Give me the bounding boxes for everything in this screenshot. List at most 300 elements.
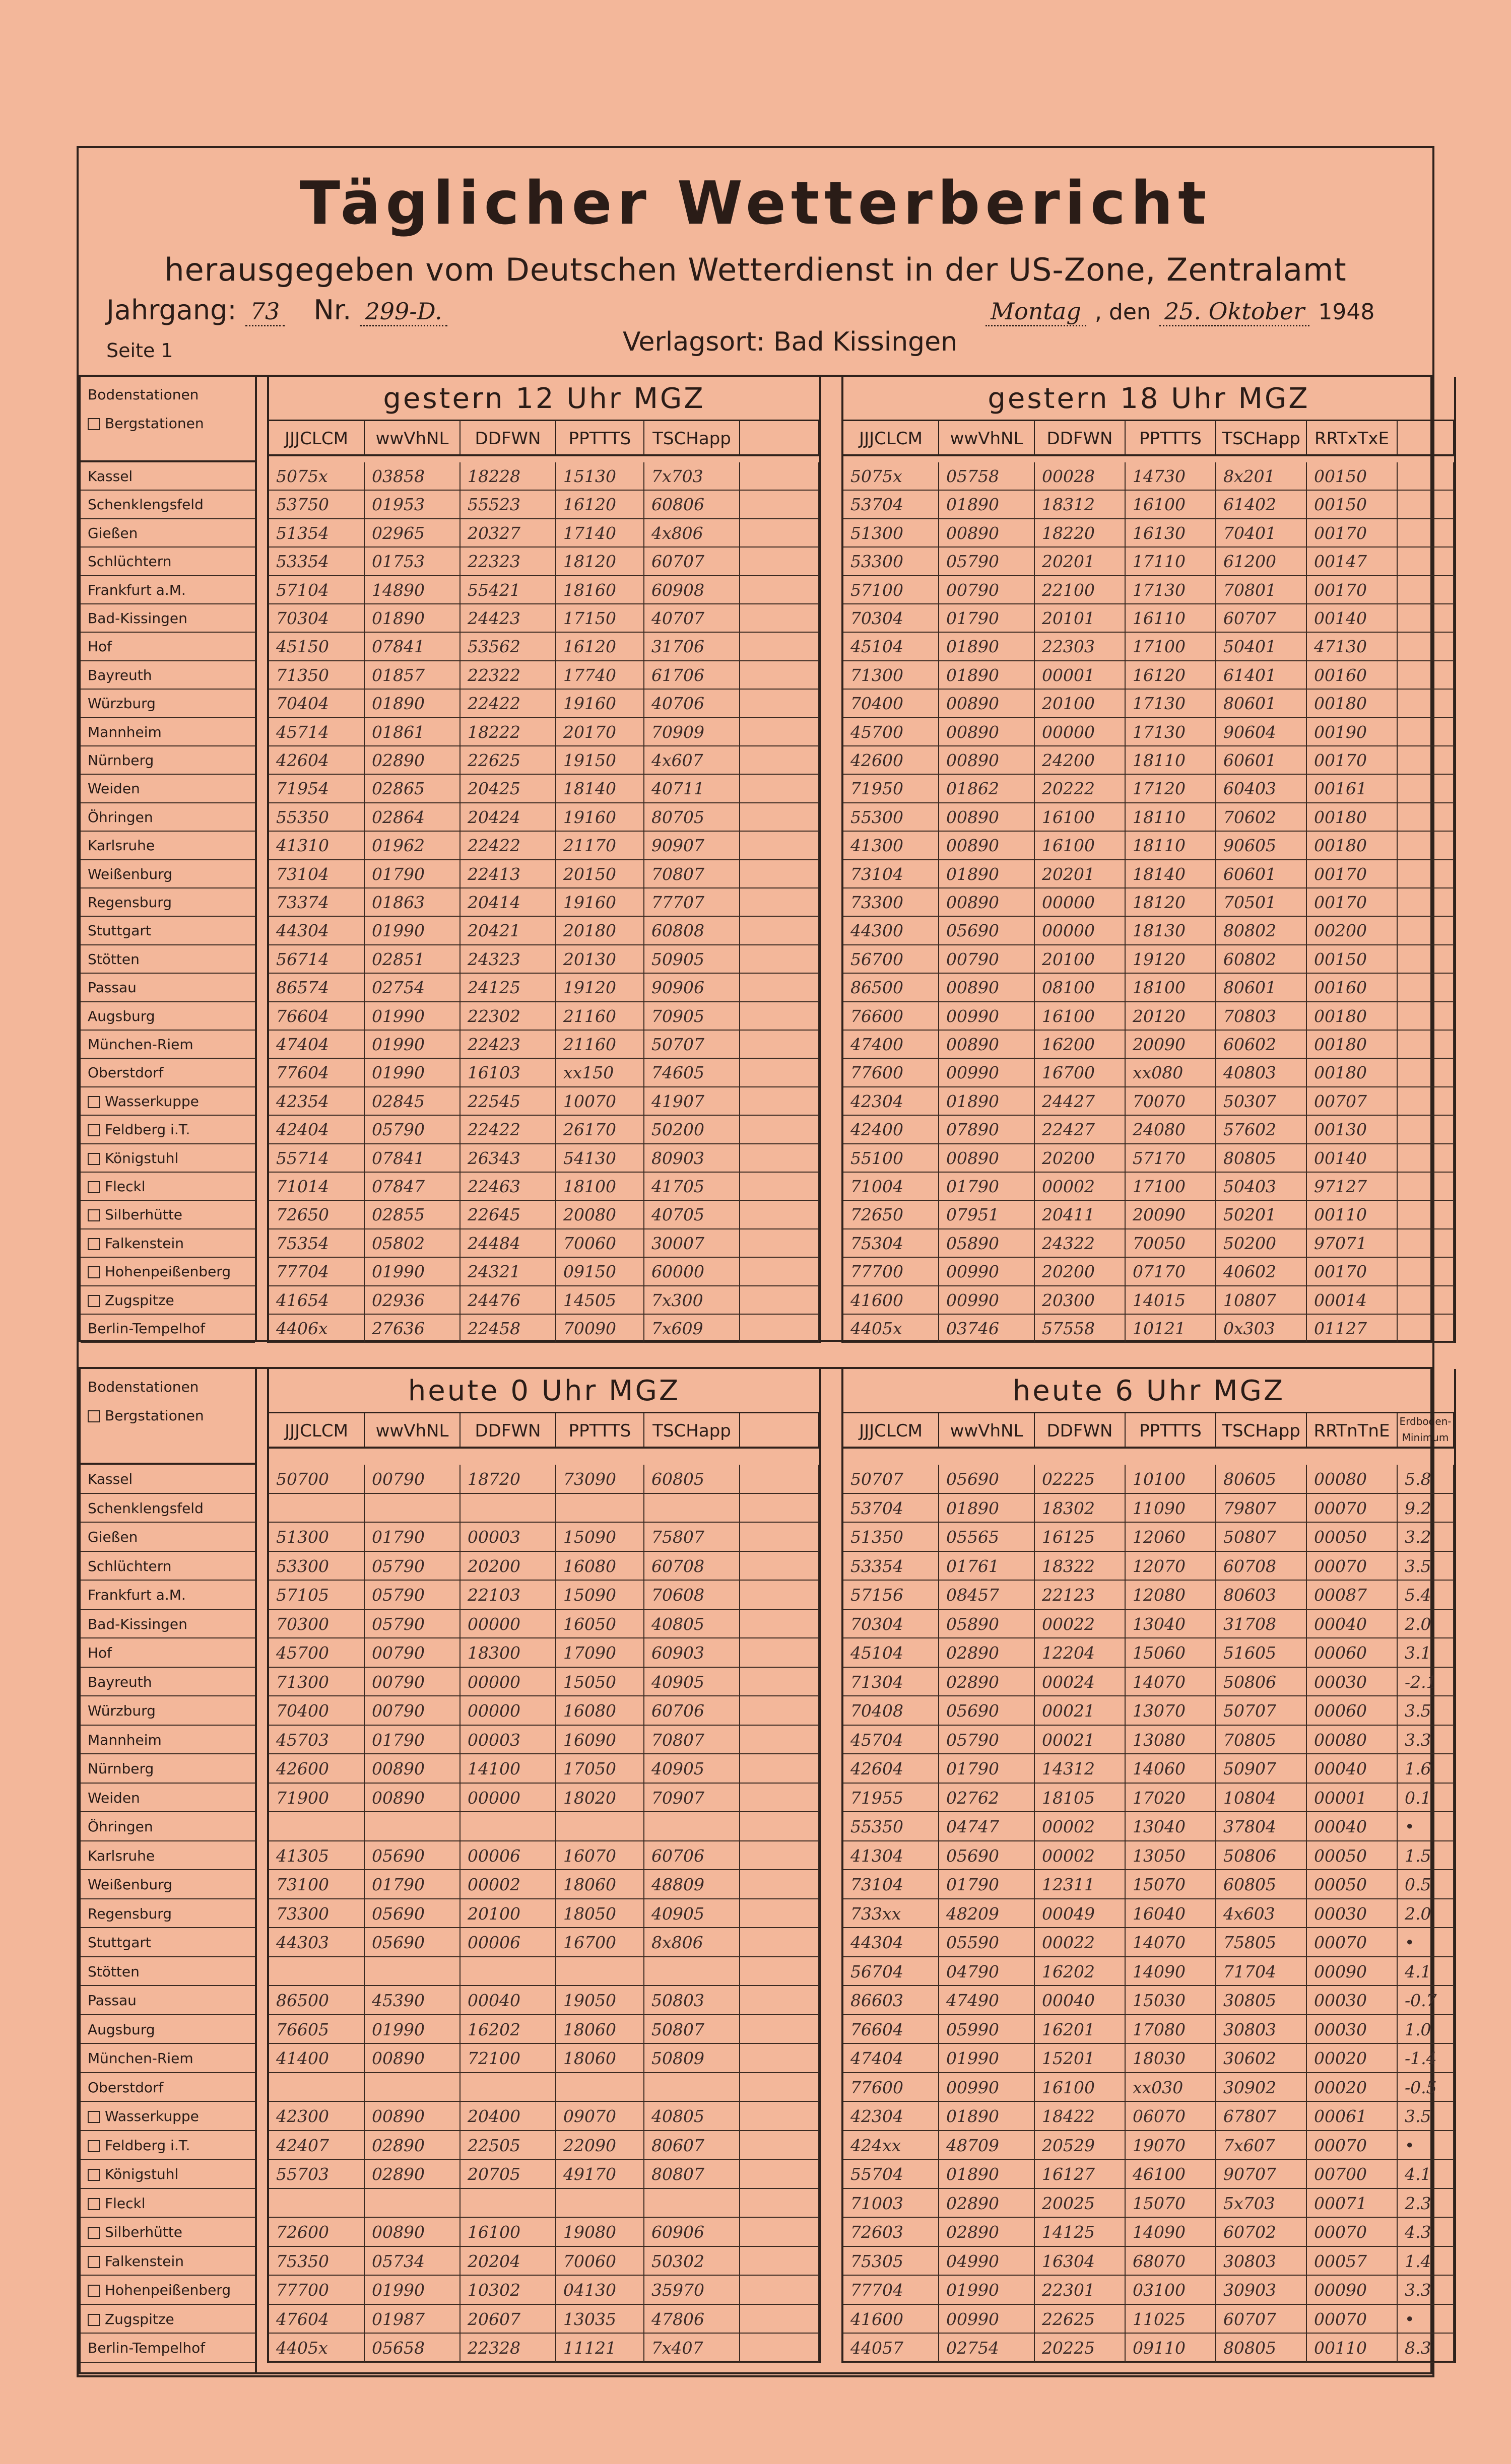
observation-cell: 10804 — [1216, 1784, 1307, 1813]
observation-cell: 00060 — [1307, 1638, 1398, 1668]
observation-cell: 24323 — [461, 945, 556, 974]
station-name: Frankfurt a.M. — [88, 1587, 186, 1603]
observation-cell: 75805 — [1216, 1928, 1307, 1957]
observation-cell: 01990 — [365, 1031, 461, 1059]
observation-cell: 00110 — [1307, 2334, 1398, 2363]
observation-cell: 50403 — [1216, 1173, 1307, 1201]
observation-cell: 00890 — [939, 1031, 1035, 1059]
observation-cell: 01862 — [939, 775, 1035, 803]
observation-cell: 00790 — [939, 576, 1035, 604]
observation-cell: 14070 — [1126, 1668, 1216, 1697]
column-header: TSCHapp — [644, 421, 740, 456]
observation-cell: 41305 — [269, 1841, 365, 1871]
observation-cell: 22103 — [461, 1581, 556, 1610]
station-name: Öhringen — [88, 1818, 153, 1835]
station-name: Fleckl — [105, 1178, 146, 1195]
observation-cell: 00022 — [1035, 1610, 1126, 1639]
observation-cell: 80805 — [1216, 2334, 1307, 2363]
observation-cell: 22625 — [461, 746, 556, 775]
observation-cell: 20201 — [1035, 860, 1126, 888]
observation-cell: 22645 — [461, 1201, 556, 1229]
observation-cell: 00170 — [1307, 746, 1398, 775]
observation-cell: 70807 — [644, 860, 740, 888]
observation-cell: 30007 — [644, 1229, 740, 1258]
station-name: Hof — [88, 638, 112, 655]
observation-cell: 48809 — [644, 1870, 740, 1899]
observation-cell: 60708 — [644, 1552, 740, 1581]
observation-cell — [644, 2189, 740, 2218]
station-name: Oberstdorf — [88, 2079, 164, 2096]
observation-cell: 76604 — [269, 1002, 365, 1031]
observation-cell: 70400 — [269, 1696, 365, 1726]
observation-cell: 42600 — [269, 1754, 365, 1784]
observation-cell: 04130 — [556, 2276, 644, 2305]
observation-cell: 57104 — [269, 576, 365, 604]
station-row — [81, 1552, 255, 1581]
observation-cell: 00070 — [1307, 2131, 1398, 2160]
station-name: Bad-Kissingen — [88, 1615, 187, 1632]
observation-cell: 00000 — [461, 1784, 556, 1813]
observation-cell: 4x603 — [1216, 1899, 1307, 1929]
mountain-station-marker — [88, 1096, 100, 1108]
observation-cell: 55421 — [461, 576, 556, 604]
observation-cell — [740, 2044, 819, 2073]
station-name: Berlin-Tempelhof — [88, 1320, 206, 1337]
observation-cell: xx080 — [1126, 1059, 1216, 1087]
observation-cell — [740, 2334, 819, 2363]
observation-cell: 01790 — [939, 1173, 1035, 1201]
observation-cell: 53300 — [269, 1552, 365, 1581]
observation-cell: 00087 — [1307, 1581, 1398, 1610]
observation-cell: 50302 — [644, 2247, 740, 2276]
observation-cell — [740, 1286, 819, 1315]
observation-cell: 18060 — [556, 1870, 644, 1899]
observation-cell: 79807 — [1216, 1494, 1307, 1523]
observation-cell: 00180 — [1307, 832, 1398, 860]
observation-cell: 55703 — [269, 2160, 365, 2189]
observation-cell: 2.3 — [1398, 2189, 1454, 2218]
observation-cell: 60906 — [644, 2218, 740, 2247]
column-header: TSCHapp — [644, 1413, 740, 1449]
observation-cell — [1398, 491, 1454, 519]
observation-cell: 16050 — [556, 1610, 644, 1639]
station-row — [81, 1726, 255, 1755]
observation-cell: 70400 — [843, 690, 939, 718]
observation-cell: 4x806 — [644, 519, 740, 547]
observation-cell: 00024 — [1035, 1668, 1126, 1697]
observation-cell: 70807 — [644, 1726, 740, 1755]
observation-cell: 71004 — [843, 1173, 939, 1201]
observation-cell: 45150 — [269, 633, 365, 661]
observation-cell: 05790 — [939, 1726, 1035, 1755]
observation-cell: 00180 — [1307, 1059, 1398, 1087]
station-row — [81, 1610, 255, 1639]
observation-cell — [1398, 803, 1454, 832]
observation-cell: 70304 — [269, 604, 365, 633]
observation-cell: 05690 — [365, 1899, 461, 1929]
station-row — [81, 1899, 255, 1929]
observation-cell: 80705 — [644, 803, 740, 832]
observation-cell: 01861 — [365, 718, 461, 746]
observation-cell: 77700 — [843, 1258, 939, 1286]
observation-cell: 51350 — [843, 1523, 939, 1552]
observation-cell: 22123 — [1035, 1581, 1126, 1610]
station-name: Passau — [88, 979, 137, 996]
station-row — [81, 1784, 255, 1813]
observation-cell: 90605 — [1216, 832, 1307, 860]
station-name: Zugspitze — [105, 1291, 174, 1309]
observation-cell: 72100 — [461, 2044, 556, 2073]
observation-cell: 86500 — [843, 974, 939, 1002]
station-name: Zugspitze — [105, 2310, 174, 2328]
observation-cell — [1398, 1173, 1454, 1201]
observation-cell: 15070 — [1126, 1870, 1216, 1899]
observation-cell: 07847 — [365, 1173, 461, 1201]
observation-cell — [1398, 860, 1454, 888]
observation-cell: 20100 — [461, 1899, 556, 1929]
observation-cell: 44057 — [843, 2334, 939, 2363]
observation-cell: 20400 — [461, 2102, 556, 2131]
observation-cell: 01890 — [939, 1494, 1035, 1523]
observation-cell: 05734 — [365, 2247, 461, 2276]
observation-cell: 73104 — [843, 1870, 939, 1899]
observation-cell: 86603 — [843, 1986, 939, 2015]
column-header: DDFWN — [461, 421, 556, 456]
observation-cell: 60805 — [644, 1465, 740, 1494]
station-name: Schlüchtern — [88, 1557, 172, 1575]
observation-cell: 30903 — [1216, 2276, 1307, 2305]
observation-cell: 03858 — [365, 462, 461, 491]
column-header: PPTTTS — [1126, 1413, 1216, 1449]
mountain-station-marker — [88, 1295, 100, 1307]
observation-cell: 15090 — [556, 1581, 644, 1610]
station-row — [81, 2102, 255, 2131]
observation-cell: 31708 — [1216, 1610, 1307, 1639]
observation-cell: 14060 — [1126, 1754, 1216, 1784]
observation-cell: 40905 — [644, 1899, 740, 1929]
observation-cell: 15060 — [1126, 1638, 1216, 1668]
observation-cell: 17100 — [1126, 1173, 1216, 1201]
observation-cell: 14125 — [1035, 2218, 1126, 2247]
observation-cell — [1398, 661, 1454, 690]
observation-cell: 00050 — [1307, 1523, 1398, 1552]
observation-cell: 20300 — [1035, 1286, 1126, 1315]
observation-cell — [740, 718, 819, 746]
observation-cell: 7x703 — [644, 462, 740, 491]
observation-cell: 20424 — [461, 803, 556, 832]
observation-cell: 5075x — [269, 462, 365, 491]
observation-cell: 77604 — [269, 1059, 365, 1087]
observation-cell — [365, 1494, 461, 1523]
observation-cell: 16040 — [1126, 1899, 1216, 1929]
station-row — [81, 2305, 255, 2334]
observation-cell: 22625 — [1035, 2305, 1126, 2334]
observation-cell: 3.1 — [1398, 1638, 1454, 1668]
observation-cell: 45104 — [843, 1638, 939, 1668]
observation-cell: 16700 — [1035, 1059, 1126, 1087]
observation-cell: 22458 — [461, 1315, 556, 1343]
observation-cell — [740, 2305, 819, 2334]
observation-cell: 70907 — [644, 1784, 740, 1813]
observation-cell: 18110 — [1126, 832, 1216, 860]
observation-cell: 02864 — [365, 803, 461, 832]
observation-cell: 16700 — [556, 1928, 644, 1957]
ground-stations-label: Bodenstationen — [88, 386, 199, 403]
observation-cell: 16070 — [556, 1841, 644, 1871]
observation-cell: 00030 — [1307, 1899, 1398, 1929]
observation-cell: 00707 — [1307, 1087, 1398, 1116]
station-name: Fleckl — [105, 2195, 146, 2212]
observation-cell: 10070 — [556, 1087, 644, 1116]
observation-cell: 55300 — [843, 803, 939, 832]
observation-cell: 24321 — [461, 1258, 556, 1286]
observation-cell: 4x607 — [644, 746, 740, 775]
observation-cell: 05790 — [365, 1581, 461, 1610]
observation-cell: 51605 — [1216, 1638, 1307, 1668]
observation-cell: 60808 — [644, 917, 740, 945]
observation-cell — [740, 1523, 819, 1552]
observation-cell: 00890 — [365, 1754, 461, 1784]
observation-cell: 00061 — [1307, 2102, 1398, 2131]
observation-cell: 22505 — [461, 2131, 556, 2160]
observation-cell: 18140 — [556, 775, 644, 803]
observation-cell: 00200 — [1307, 917, 1398, 945]
observation-cell: 71304 — [843, 1668, 939, 1697]
observation-cell: 13040 — [1126, 1812, 1216, 1841]
observation-cell: 55714 — [269, 1144, 365, 1173]
observation-cell: 14312 — [1035, 1754, 1126, 1784]
observation-cell — [740, 832, 819, 860]
mountain-stations-label — [88, 415, 255, 432]
panel-time-title: gestern 18 Uhr MGZ — [843, 377, 1454, 421]
observation-cell: 41907 — [644, 1087, 740, 1116]
mountain-stations-label — [88, 1407, 255, 1424]
observation-cell: xx030 — [1126, 2073, 1216, 2102]
observation-cell: 73300 — [269, 1899, 365, 1929]
observation-cell: 22302 — [461, 1002, 556, 1031]
observation-cell: 00070 — [1307, 1552, 1398, 1581]
observation-cell: 72600 — [269, 2218, 365, 2247]
observation-cell: 86500 — [269, 1986, 365, 2015]
column-header: TSCHapp — [1216, 1413, 1307, 1449]
observation-cell: 42604 — [843, 1754, 939, 1784]
observation-cell: 00110 — [1307, 1201, 1398, 1229]
observation-cell — [740, 1812, 819, 1841]
jahrgang-line — [106, 294, 447, 326]
observation-cell: 16200 — [1035, 1031, 1126, 1059]
observation-cell: 22323 — [461, 547, 556, 576]
mountain-station-marker — [88, 1238, 100, 1250]
observation-cell: 42300 — [269, 2102, 365, 2131]
observation-cell: 75305 — [843, 2247, 939, 2276]
observation-cell: 4406x — [269, 1315, 365, 1343]
observation-cell: 13050 — [1126, 1841, 1216, 1871]
observation-cell: 01790 — [365, 1870, 461, 1899]
observation-cell: 20200 — [1035, 1258, 1126, 1286]
observation-cell — [1398, 1315, 1454, 1343]
observation-cell: 31706 — [644, 633, 740, 661]
observation-cell: 53300 — [843, 547, 939, 576]
observation-cell: 05690 — [365, 1841, 461, 1871]
observation-cell: 00790 — [365, 1696, 461, 1726]
observation-cell: 40905 — [644, 1754, 740, 1784]
observation-cell: 75807 — [644, 1523, 740, 1552]
observation-cell: 00000 — [461, 1668, 556, 1697]
mountain-station-marker — [88, 2198, 100, 2210]
station-name: Weißenburg — [88, 865, 172, 882]
observation-cell: 01753 — [365, 547, 461, 576]
station-row — [81, 491, 255, 519]
observation-cell: 01990 — [365, 2015, 461, 2044]
observation-cell: 00060 — [1307, 1696, 1398, 1726]
column-header: TSCHapp — [1216, 421, 1307, 456]
station-name: Kassel — [88, 468, 133, 485]
observation-cell: 07951 — [939, 1201, 1035, 1229]
observation-cell — [365, 1812, 461, 1841]
observation-cell: 41654 — [269, 1286, 365, 1315]
observation-cell: 80603 — [1216, 1581, 1307, 1610]
observation-cell: 00890 — [939, 888, 1035, 917]
observation-cell: 00990 — [939, 2305, 1035, 2334]
page-number: Seite 1 — [106, 339, 173, 362]
column-header: DDFWN — [1035, 421, 1126, 456]
mountain-station-marker — [88, 1124, 100, 1136]
observation-cell: 00070 — [1307, 2218, 1398, 2247]
observation-cell: 77707 — [644, 888, 740, 917]
observation-cell: 18160 — [556, 576, 644, 604]
observation-cell: 00006 — [461, 1928, 556, 1957]
observation-cell: 50807 — [644, 2015, 740, 2044]
observation-cell: 2.0 — [1398, 1610, 1454, 1639]
observation-cell: 40803 — [1216, 1059, 1307, 1087]
station-name: Karlsruhe — [88, 1847, 155, 1864]
observation-cell: 18120 — [1126, 888, 1216, 917]
station-row — [81, 2247, 255, 2276]
observation-cell — [740, 746, 819, 775]
observation-cell: 13035 — [556, 2305, 644, 2334]
observation-cell: 17130 — [1126, 718, 1216, 746]
station-row — [81, 1928, 255, 1957]
observation-cell: 70408 — [843, 1696, 939, 1726]
observation-cell: 00990 — [939, 2073, 1035, 2102]
observation-cell — [1398, 1144, 1454, 1173]
observation-cell — [740, 1638, 819, 1668]
observation-cell: 41705 — [644, 1173, 740, 1201]
observation-cell: 70300 — [269, 1610, 365, 1639]
observation-cell: 00040 — [1307, 1610, 1398, 1639]
observation-cell: 24322 — [1035, 1229, 1126, 1258]
observation-cell: 55350 — [269, 803, 365, 832]
observation-cell: 00160 — [1307, 974, 1398, 1002]
observation-cell: 18228 — [461, 462, 556, 491]
observation-cell — [556, 1812, 644, 1841]
observation-cell: 424xx — [843, 2131, 939, 2160]
observation-cell — [740, 945, 819, 974]
observation-cell: 00001 — [1307, 1784, 1398, 1813]
observation-cell: 16130 — [1126, 519, 1216, 547]
observation-cell: 45703 — [269, 1726, 365, 1755]
observation-cell: 7x407 — [644, 2334, 740, 2363]
observation-cell: 05990 — [939, 2015, 1035, 2044]
year-value: 1948 — [1318, 299, 1375, 325]
observation-cell: 77704 — [843, 2276, 939, 2305]
observation-cell: 19160 — [556, 888, 644, 917]
observation-cell: 00700 — [1307, 2160, 1398, 2189]
station-name: Karlsruhe — [88, 837, 155, 854]
observation-cell: 14730 — [1126, 462, 1216, 491]
station-row — [81, 2073, 255, 2102]
observation-cell — [461, 2189, 556, 2218]
observation-cell — [556, 1494, 644, 1523]
station-row — [81, 1286, 255, 1315]
observation-cell: 01990 — [939, 2276, 1035, 2305]
observation-cell: 8x201 — [1216, 462, 1307, 491]
observation-cell — [365, 2073, 461, 2102]
observation-cell: 02890 — [365, 746, 461, 775]
observation-cell: 80601 — [1216, 690, 1307, 718]
observation-cell: 10121 — [1126, 1315, 1216, 1343]
observation-cell: 42604 — [269, 746, 365, 775]
station-name: Feldberg i.T. — [105, 1121, 190, 1138]
observation-cell: 17020 — [1126, 1784, 1216, 1813]
station-name: Frankfurt a.M. — [88, 581, 186, 598]
observation-cell: 50806 — [1216, 1841, 1307, 1871]
observation-cell: 20170 — [556, 718, 644, 746]
mountain-station-marker — [88, 1209, 100, 1221]
station-header — [81, 377, 255, 462]
observation-cell: 00130 — [1307, 1116, 1398, 1144]
observation-cell: 70909 — [644, 718, 740, 746]
observation-cell: 61402 — [1216, 491, 1307, 519]
observation-cell: 00040 — [1035, 1986, 1126, 2015]
observation-cell — [1398, 832, 1454, 860]
observation-cell: 09110 — [1126, 2334, 1216, 2363]
observation-cell — [269, 1494, 365, 1523]
observation-cell: 20180 — [556, 917, 644, 945]
observation-cell: 4405x — [269, 2334, 365, 2363]
observation-cell: 4.3 — [1398, 2218, 1454, 2247]
observation-cell: 15030 — [1126, 1986, 1216, 2015]
date-value: 25. Oktober — [1159, 298, 1309, 326]
observation-cell: 42304 — [843, 2102, 939, 2131]
observation-cell: 00140 — [1307, 604, 1398, 633]
observation-cell — [1398, 917, 1454, 945]
observation-cell: 18140 — [1126, 860, 1216, 888]
observation-cell: 01761 — [939, 1552, 1035, 1581]
observation-cell — [740, 1465, 819, 1494]
observation-cell: 70608 — [644, 1581, 740, 1610]
observation-cell: 73104 — [269, 860, 365, 888]
observation-cell: 20204 — [461, 2247, 556, 2276]
station-row — [81, 1087, 255, 1116]
column-header: DDFWN — [461, 1413, 556, 1449]
observation-cell — [740, 2131, 819, 2160]
observation-cell: 17130 — [1126, 690, 1216, 718]
observation-cell: 71954 — [269, 775, 365, 803]
station-name: Würzburg — [88, 1702, 156, 1719]
station-name: Kassel — [88, 1471, 133, 1487]
observation-cell — [1398, 1002, 1454, 1031]
station-row — [81, 2276, 255, 2305]
station-name: Augsburg — [88, 1007, 155, 1024]
observation-cell: • — [1398, 2305, 1454, 2334]
station-row — [81, 462, 255, 491]
station-name: Silberhütte — [105, 1206, 183, 1223]
observation-cell: 07841 — [365, 1144, 461, 1173]
observation-cell: 1.6 — [1398, 1754, 1454, 1784]
observation-cell: 60706 — [644, 1841, 740, 1871]
station-row — [81, 718, 255, 746]
